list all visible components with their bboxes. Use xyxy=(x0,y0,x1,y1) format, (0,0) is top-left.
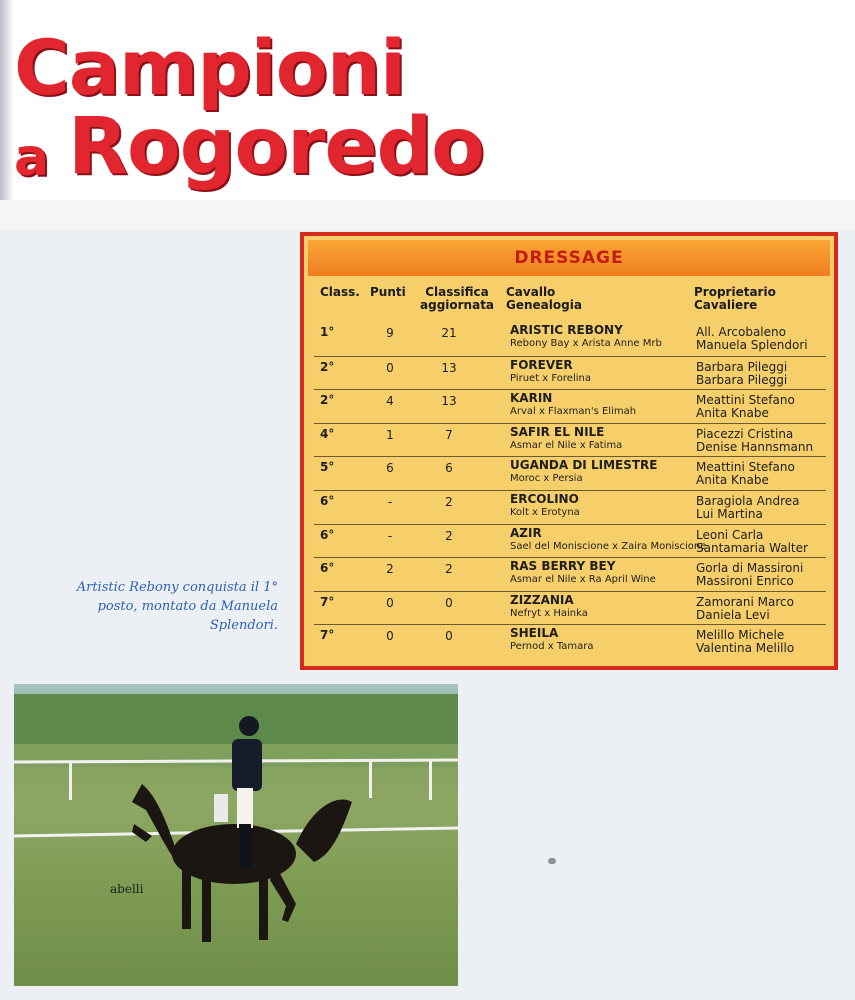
genealogy-cell: Rebony Bay x Arista Anne Mrb xyxy=(510,338,662,349)
points-cell: 4 xyxy=(386,394,394,409)
standing-cell: 2 xyxy=(445,562,453,577)
genealogy-cell: Arval x Flaxman's Elimah xyxy=(510,406,637,418)
table-row xyxy=(314,591,826,625)
photo-credit: abelli xyxy=(110,882,144,896)
genealogy-cell: Moroc x Persia xyxy=(510,473,583,485)
rank-cell: 4° xyxy=(320,426,335,441)
rank-cell: 7° xyxy=(320,628,335,643)
rank-cell: 5° xyxy=(320,460,335,475)
fence-post xyxy=(429,760,432,800)
fence-post xyxy=(69,762,72,800)
fence-post xyxy=(369,760,372,798)
rider-cell: Barbara Pileggi xyxy=(696,372,788,387)
rank-cell: 7° xyxy=(320,594,335,609)
rider-cell: Daniela Levi xyxy=(696,607,770,622)
genealogy-cell: Sael del Moniscione x Zaira Moniscione xyxy=(510,540,707,552)
standing-cell: 13 xyxy=(441,394,457,409)
genealogy-cell: Piruet x Forelina xyxy=(510,372,591,384)
col-header-classifica xyxy=(420,286,494,312)
owner-cell: Baragiola Andrea xyxy=(696,493,800,508)
horse-name-cell: AZIR xyxy=(510,525,542,540)
table-title: DRESSAGE xyxy=(514,248,624,268)
standing-cell: 6 xyxy=(445,461,453,476)
rider-cell: Santamaria Walter xyxy=(696,540,808,555)
col-header-proprietario-line2: Cavaliere xyxy=(694,298,758,312)
genealogy-cell: Asmar el Nile x Ra April Wine xyxy=(510,574,656,586)
standing-cell: 7 xyxy=(445,427,453,442)
genealogy-cell: Asmar el Nile x Fatima xyxy=(510,439,623,451)
standing-cell: 0 xyxy=(445,595,453,610)
genealogy-cell: Nefryt x Hainka xyxy=(510,607,588,619)
rider-cell: Manuela Splendori xyxy=(696,338,808,352)
col-header-cavallo xyxy=(506,286,582,312)
rank-cell: 6° xyxy=(320,493,335,508)
standing-cell: 13 xyxy=(441,360,457,375)
standing-cell: 0 xyxy=(445,629,453,644)
rider-cell: Lui Martina xyxy=(696,506,763,521)
headline-line-1: Campioni xyxy=(14,23,406,112)
horse-name-cell: SHEILA xyxy=(510,626,559,641)
horse-name-cell: UGANDA DI LIMESTRE xyxy=(510,458,658,473)
print-speck xyxy=(548,858,556,864)
rider-cell: Denise Hannsmann xyxy=(696,439,814,454)
table-header-bar xyxy=(308,240,830,276)
col-header-classifica-line1: Classifica xyxy=(425,285,489,299)
rider-cell: Valentina Melillo xyxy=(696,641,795,656)
owner-cell: Meattini Stefano xyxy=(696,393,795,408)
table-row xyxy=(314,389,826,423)
rider-cell: Massironi Enrico xyxy=(696,574,794,589)
table-row xyxy=(314,456,826,490)
rank-cell: 2° xyxy=(320,393,335,408)
genealogy-cell: Pernod x Tamara xyxy=(510,641,594,653)
headline-line-2-prefix: a xyxy=(14,128,49,188)
owner-cell: All. Arcobaleno xyxy=(696,325,786,339)
rider-cell: Anita Knabe xyxy=(696,473,769,488)
horse-name-cell: KARIN xyxy=(510,391,553,406)
owner-cell: Meattini Stefano xyxy=(696,460,795,475)
col-header-punti: Punti xyxy=(370,285,406,299)
points-cell: 1 xyxy=(386,427,394,442)
points-cell: 0 xyxy=(386,629,394,644)
horse-name-cell: RAS BERRY BEY xyxy=(510,559,616,574)
standing-cell: 21 xyxy=(441,326,457,340)
col-header-cavallo-line2: Genealogia xyxy=(506,298,582,312)
points-cell: - xyxy=(387,528,393,543)
results-table xyxy=(300,232,838,670)
owner-cell: Gorla di Massironi xyxy=(696,561,804,576)
table-row xyxy=(314,322,826,356)
genealogy-cell: Kolt x Erotyna xyxy=(510,506,580,518)
points-cell: 0 xyxy=(386,595,394,610)
photo-illustration xyxy=(14,684,458,986)
rank-cell: 1° xyxy=(320,325,335,339)
caption-line-2: posto, montato da Manuela Splendori. xyxy=(97,599,278,633)
rank-cell: 6° xyxy=(320,561,335,576)
headline-line-2: Rogoredo xyxy=(68,102,484,192)
dressage-photo xyxy=(14,684,458,986)
owner-cell: Piacezzi Cristina xyxy=(696,426,794,441)
table-row xyxy=(314,524,826,558)
col-header-classifica-line2: aggiornata xyxy=(420,298,495,312)
owner-cell: Zamorani Marco xyxy=(696,594,794,609)
caption-line-1: Artistic Rebony conquista il 1° xyxy=(76,580,278,595)
col-header-proprietario xyxy=(694,286,776,312)
table-row xyxy=(314,557,826,591)
rank-cell: 2° xyxy=(320,359,335,374)
table-row xyxy=(314,356,826,390)
table-row xyxy=(314,624,826,658)
table-body xyxy=(314,322,826,658)
standing-cell: 2 xyxy=(445,494,453,509)
header-band xyxy=(0,0,855,200)
photo-caption xyxy=(38,578,278,635)
points-cell: 9 xyxy=(386,326,394,340)
horse-name-cell: ERCOLINO xyxy=(510,491,579,506)
horse-name-cell: FOREVER xyxy=(510,357,573,372)
table-row xyxy=(314,490,826,524)
horse-name-cell: ZIZZANIA xyxy=(510,592,574,607)
standing-cell: 2 xyxy=(445,528,453,543)
horse-name-cell: SAFIR EL NILE xyxy=(510,424,605,439)
col-header-proprietario-line1: Proprietario xyxy=(694,285,776,299)
page-fold-shadow xyxy=(0,0,14,200)
section-divider xyxy=(0,200,855,230)
points-cell: - xyxy=(387,494,393,509)
rank-cell: 6° xyxy=(320,527,335,542)
points-cell: 0 xyxy=(386,360,394,375)
owner-cell: Melillo Michele xyxy=(696,628,785,643)
col-header-cavallo-line1: Cavallo xyxy=(506,285,556,299)
horse-name-cell: ARISTIC REBONY xyxy=(510,323,623,337)
owner-cell: Leoni Carla xyxy=(696,527,764,542)
table-row xyxy=(314,423,826,457)
owner-cell: Barbara Pileggi xyxy=(696,359,788,374)
rider-cell: Anita Knabe xyxy=(696,406,769,421)
col-header-class: Class. xyxy=(320,285,360,299)
points-cell: 2 xyxy=(386,562,394,577)
points-cell: 6 xyxy=(386,461,394,476)
